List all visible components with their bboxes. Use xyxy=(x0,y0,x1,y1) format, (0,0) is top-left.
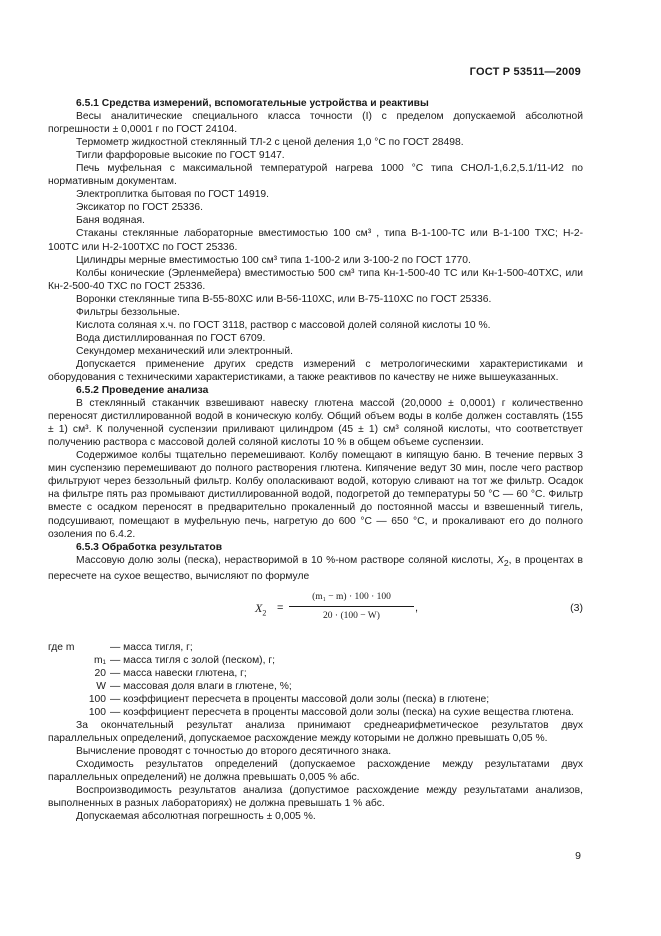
intro-text-a: Массовую долю золы (песка), нерастворимой в 10 %-ном растворе соляной кислоты, xyxy=(76,554,497,566)
paragraph-651-13: Вода дистиллированная по ГОСТ 6709. xyxy=(76,332,266,344)
definition-text: — массовая доля влаги в глютене, %; xyxy=(110,680,292,692)
definition-symbol: где m xyxy=(48,641,75,653)
definition-text: — масса тигля, г; xyxy=(110,641,193,653)
paragraph-652-1: Содержимое колбы тщательно перемешивают. Колбу помещают в кипящую баню. В течение первых 3 мин суспензию перемешивают до полного растворения глютена. Кипячение ведут 30 мин, после чего раствор фильтруют через беззольный фильтр. Колбу ополаскивают водой, которую сливают на тот же фильтр. Осадок на фильтре пять раз промывают дистиллированной водой, подогретой до температуры 50 °С — 60 °С. Фильтр вместе с осадком переносят в предварительно прокаленный до постоянной массы и взвешенный тигель, подсушивают, помещают в муфельную печь, нагретую до 600 °С — 650 °С, и прокаливают его до полного озоления по 6.4.2. xyxy=(48,450,583,540)
formula-lhs: $X_2$ xyxy=(255,600,267,618)
definition-text: — масса навески глютена, г; xyxy=(110,667,247,679)
formula-definitions xyxy=(48,641,583,719)
intro-variable-subscript: 2 xyxy=(503,557,509,568)
section-heading-652: 6.5.2 Проведение анализа xyxy=(76,385,209,397)
formula-numerator: (m₁ − m) · 100 · 100 xyxy=(289,591,414,607)
paragraph-651-7: Стаканы стеклянные лабораторные вместимостью 100 см³ , типа В-1-100-ТС или В-1-100 ТХС; Н-2-100ТС или Н-2-100ТХС по ГОСТ 25336. xyxy=(48,228,583,253)
definition-symbol: W xyxy=(96,680,106,692)
definition-text: — коэффициент пересчета в проценты массовой доли золы (песка) в глютене; xyxy=(110,693,490,705)
paragraph-651-11: Фильтры беззольные. xyxy=(76,306,180,318)
paragraph-result-0: За окончательный результат анализа принимают среднеарифметическое результатов двух параллельных определений, допускаемое расхождение между которыми не должно превышать 0,05 %. xyxy=(48,720,583,745)
definition-row xyxy=(48,706,583,719)
section-651-body xyxy=(48,110,583,384)
paragraph-651-1: Термометр жидкостной стеклянный ТЛ-2 с ценой деления 1,0 °С по ГОСТ 28498. xyxy=(76,137,464,149)
paragraph-651-4: Электроплитка бытовая по ГОСТ 14919. xyxy=(76,189,270,201)
paragraph-result-3: Воспроизводимость результатов анализа (допустимое расхождение между результатами анализов, выполненных в разных лабораториях) не должна превышать 1 % абс. xyxy=(48,785,583,810)
formula-3 xyxy=(48,589,583,635)
definition-symbol: 100 xyxy=(88,693,106,705)
section-heading-653: 6.5.3 Обработка результатов xyxy=(76,541,223,553)
definition-row xyxy=(48,667,583,680)
paragraph-651-12: Кислота соляная х.ч. по ГОСТ 3118, раствор с массовой долей соляной кислоты 10 %. xyxy=(76,319,491,331)
definition-symbol: 100 xyxy=(88,707,106,719)
formula-comma: , xyxy=(415,601,419,614)
results-paragraphs xyxy=(48,719,583,823)
paragraph-651-6: Баня водяная. xyxy=(76,215,145,227)
intro-text-b: , в процентах в пересчете на сухое вещество, вычисляют по формуле xyxy=(48,554,583,582)
definition-row xyxy=(48,641,583,654)
definition-symbol: 20 xyxy=(94,667,106,679)
formula-fraction xyxy=(289,591,414,623)
paragraph-result-2: Сходимость результатов определений (допускаемое расхождение между результатами двух параллельных определений) не должна превышать 0,005 % абс. xyxy=(48,759,583,784)
formula-number: (3) xyxy=(570,601,583,614)
paragraph-result-4: Допускаемая абсолютная погрешность ± 0,005 %. xyxy=(76,811,316,823)
paragraph-651-0: Весы аналитические специального класса точности (I) с пределом допускаемой абсолютной погрешности ± 0,0001 г по ГОСТ 24104. xyxy=(48,111,583,136)
section-652-body xyxy=(48,397,583,541)
paragraph-652-0: В стеклянный стаканчик взвешивают навеску глютена массой (20,0000 ± 0,0001) г количественно переносят дистиллированной водой в коническую колбу. Общий объем воды в колбе должен составлять (155 ± 1) см³. К полученной суспензии приливают цилиндром (45 ± 1) см³ соляной кислоты, что соответствует получению раствора с массовой долей соляной кислоты 10 % в общем объеме суспензии. xyxy=(48,398,583,449)
paragraph-651-8: Цилиндры мерные вместимостью 100 см³ типа 1-100-2 или 3-100-2 по ГОСТ 1770. xyxy=(76,254,471,266)
definition-row xyxy=(48,693,583,706)
paragraph-651-14: Секундомер механический или электронный. xyxy=(76,345,293,357)
paragraph-651-15: Допускается применение других средств измерений с метрологическими характеристиками и оборудования с техническими характеристиками, а также реактивов по качеству не ниже вышеуказанных. xyxy=(48,358,583,383)
section-heading-651: 6.5.1 Средства измерений, вспомогательные устройства и реактивы xyxy=(76,98,429,109)
paragraph-651-10: Воронки стеклянные типа В-55-80ХС или В-56-110ХС, или В-75-110ХС по ГОСТ 25336. xyxy=(76,293,492,305)
paragraph-651-2: Тигли фарфоровые высокие по ГОСТ 9147. xyxy=(76,150,285,162)
definition-text: — масса тигля с золой (песком), г; xyxy=(110,654,275,666)
definition-row xyxy=(48,680,583,693)
definition-row xyxy=(48,654,583,667)
standard-header: ГОСТ Р 53511—2009 xyxy=(469,66,581,78)
definition-text: — коэффициент пересчета в проценты массовой доли золы (песка) на сухие вещества глютена. xyxy=(110,707,574,719)
paragraph-651-3: Печь муфельная с максимальной температурой нагрева 1000 °С типа СНОЛ-1,6.2,5.1/11-И2 по нормативным документам. xyxy=(48,163,583,188)
formula-denominator: 20 · (100 − W) xyxy=(323,610,380,621)
page-content xyxy=(48,97,583,823)
paragraph-result-1: Вычисление проводят с точностью до второго десятичного знака. xyxy=(76,746,392,758)
paragraph-651-5: Эксикатор по ГОСТ 25336. xyxy=(76,202,203,214)
page-number: 9 xyxy=(575,850,581,862)
section-653-intro xyxy=(48,554,583,583)
intro-variable: X xyxy=(497,554,504,566)
formula-equals: = xyxy=(277,601,284,614)
paragraph-651-9: Колбы конические (Эрленмейера) вместимостью 500 см³ типа Кн-1-500-40 ТС или Кн-1-500-40ТХС, или Кн-2-500-40 ТХС по ГОСТ 25336. xyxy=(48,267,583,292)
definition-symbol: m₁ xyxy=(93,654,106,666)
